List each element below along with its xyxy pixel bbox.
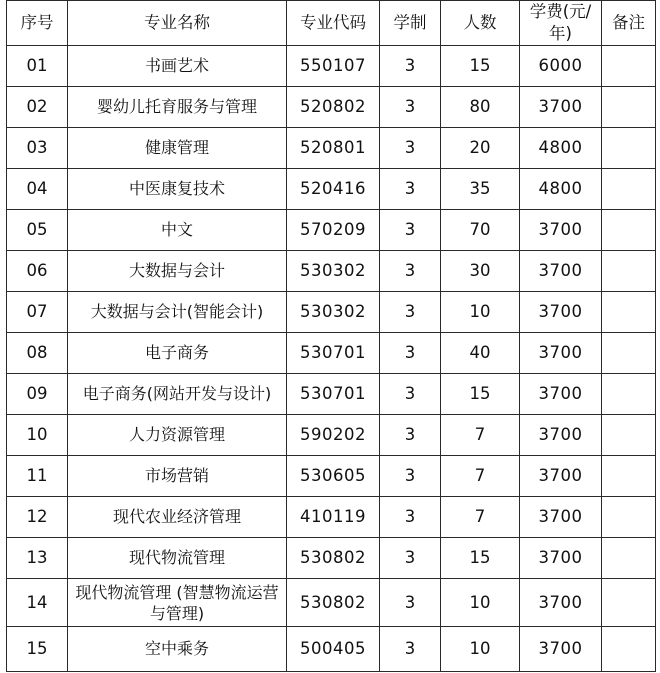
cell-enrollment: 10 <box>441 292 520 333</box>
cell-duration: 3 <box>380 374 441 415</box>
cell-duration: 3 <box>380 456 441 497</box>
cell-major-code: 530605 <box>287 456 380 497</box>
header-enrollment: 人数 <box>441 1 520 46</box>
cell-enrollment: 7 <box>441 415 520 456</box>
cell-enrollment: 20 <box>441 128 520 169</box>
cell-duration: 3 <box>380 579 441 627</box>
table-row <box>7 374 656 415</box>
cell-enrollment: 15 <box>441 538 520 579</box>
cell-major-name: 婴幼儿托育服务与管理 <box>68 87 287 128</box>
cell-index: 10 <box>7 415 68 456</box>
header-major-code: 专业代码 <box>287 1 380 46</box>
cell-duration: 3 <box>380 497 441 538</box>
cell-index: 12 <box>7 497 68 538</box>
cell-tuition: 3700 <box>520 292 602 333</box>
cell-index: 02 <box>7 87 68 128</box>
cell-remarks <box>602 292 656 333</box>
table-row <box>7 87 656 128</box>
cell-tuition: 4800 <box>520 128 602 169</box>
cell-tuition: 3700 <box>520 456 602 497</box>
cell-duration: 3 <box>380 627 441 672</box>
cell-index: 04 <box>7 169 68 210</box>
cell-enrollment: 80 <box>441 87 520 128</box>
cell-enrollment: 10 <box>441 579 520 627</box>
cell-enrollment: 40 <box>441 333 520 374</box>
cell-enrollment: 15 <box>441 46 520 87</box>
cell-enrollment: 35 <box>441 169 520 210</box>
cell-index: 03 <box>7 128 68 169</box>
table-row <box>7 497 656 538</box>
table-row <box>7 627 656 672</box>
cell-tuition: 3700 <box>520 538 602 579</box>
cell-remarks <box>602 456 656 497</box>
cell-major-code: 590202 <box>287 415 380 456</box>
cell-tuition: 3700 <box>520 333 602 374</box>
cell-index: 07 <box>7 292 68 333</box>
cell-major-name: 空中乘务 <box>68 627 287 672</box>
cell-duration: 3 <box>380 333 441 374</box>
cell-major-code: 520416 <box>287 169 380 210</box>
table-row <box>7 169 656 210</box>
cell-tuition: 3700 <box>520 210 602 251</box>
cell-index: 11 <box>7 456 68 497</box>
header-index: 序号 <box>7 1 68 46</box>
cell-duration: 3 <box>380 128 441 169</box>
cell-duration: 3 <box>380 87 441 128</box>
cell-remarks <box>602 497 656 538</box>
cell-major-name: 电子商务(网站开发与设计) <box>68 374 287 415</box>
cell-major-name: 人力资源管理 <box>68 415 287 456</box>
cell-enrollment: 7 <box>441 497 520 538</box>
cell-remarks <box>602 87 656 128</box>
cell-tuition: 3700 <box>520 579 602 627</box>
table-row <box>7 415 656 456</box>
cell-remarks <box>602 579 656 627</box>
header-row <box>7 1 656 46</box>
header-duration: 学制 <box>380 1 441 46</box>
table-row <box>7 538 656 579</box>
cell-index: 05 <box>7 210 68 251</box>
cell-enrollment: 30 <box>441 251 520 292</box>
cell-tuition: 3700 <box>520 87 602 128</box>
cell-major-code: 520801 <box>287 128 380 169</box>
cell-index: 09 <box>7 374 68 415</box>
cell-remarks <box>602 128 656 169</box>
table-row <box>7 292 656 333</box>
cell-duration: 3 <box>380 251 441 292</box>
cell-index: 15 <box>7 627 68 672</box>
cell-remarks <box>602 627 656 672</box>
cell-major-name: 中文 <box>68 210 287 251</box>
cell-enrollment: 10 <box>441 627 520 672</box>
cell-duration: 3 <box>380 169 441 210</box>
table-row <box>7 128 656 169</box>
cell-remarks <box>602 169 656 210</box>
cell-major-code: 520802 <box>287 87 380 128</box>
cell-major-code: 530302 <box>287 251 380 292</box>
table-row <box>7 456 656 497</box>
cell-major-name: 健康管理 <box>68 128 287 169</box>
cell-duration: 3 <box>380 46 441 87</box>
cell-tuition: 3700 <box>520 374 602 415</box>
cell-major-code: 530802 <box>287 538 380 579</box>
cell-remarks <box>602 538 656 579</box>
cell-remarks <box>602 415 656 456</box>
cell-enrollment: 70 <box>441 210 520 251</box>
cell-major-code: 530302 <box>287 292 380 333</box>
cell-major-name: 市场营销 <box>68 456 287 497</box>
cell-enrollment: 7 <box>441 456 520 497</box>
cell-tuition: 6000 <box>520 46 602 87</box>
cell-major-code: 550107 <box>287 46 380 87</box>
cell-remarks <box>602 251 656 292</box>
cell-enrollment: 15 <box>441 374 520 415</box>
cell-tuition: 4800 <box>520 169 602 210</box>
header-tuition: 学费(元/年) <box>520 1 602 46</box>
cell-index: 08 <box>7 333 68 374</box>
cell-major-name: 电子商务 <box>68 333 287 374</box>
header-remarks: 备注 <box>602 1 656 46</box>
cell-major-code: 530701 <box>287 333 380 374</box>
cell-major-code: 410119 <box>287 497 380 538</box>
cell-duration: 3 <box>380 538 441 579</box>
table-row <box>7 210 656 251</box>
cell-major-name: 大数据与会计(智能会计) <box>68 292 287 333</box>
cell-major-name: 书画艺术 <box>68 46 287 87</box>
cell-major-name: 现代物流管理 <box>68 538 287 579</box>
cell-index: 01 <box>7 46 68 87</box>
cell-major-name: 中医康复技术 <box>68 169 287 210</box>
cell-remarks <box>602 374 656 415</box>
cell-major-name: 现代物流管理 (智慧物流运营与管理) <box>68 579 287 627</box>
cell-tuition: 3700 <box>520 627 602 672</box>
table-row <box>7 251 656 292</box>
cell-duration: 3 <box>380 292 441 333</box>
cell-remarks <box>602 210 656 251</box>
cell-index: 13 <box>7 538 68 579</box>
cell-remarks <box>602 46 656 87</box>
cell-index: 14 <box>7 579 68 627</box>
cell-duration: 3 <box>380 210 441 251</box>
cell-tuition: 3700 <box>520 251 602 292</box>
cell-tuition: 3700 <box>520 497 602 538</box>
header-major-name: 专业名称 <box>68 1 287 46</box>
cell-index: 06 <box>7 251 68 292</box>
cell-remarks <box>602 333 656 374</box>
majors-table <box>6 0 656 672</box>
cell-major-code: 530701 <box>287 374 380 415</box>
table-row <box>7 333 656 374</box>
cell-major-code: 530802 <box>287 579 380 627</box>
table-row <box>7 46 656 87</box>
cell-major-name: 现代农业经济管理 <box>68 497 287 538</box>
cell-tuition: 3700 <box>520 415 602 456</box>
cell-major-code: 500405 <box>287 627 380 672</box>
cell-major-name: 大数据与会计 <box>68 251 287 292</box>
cell-duration: 3 <box>380 415 441 456</box>
table-row <box>7 579 656 627</box>
cell-major-code: 570209 <box>287 210 380 251</box>
table-container <box>6 0 656 672</box>
